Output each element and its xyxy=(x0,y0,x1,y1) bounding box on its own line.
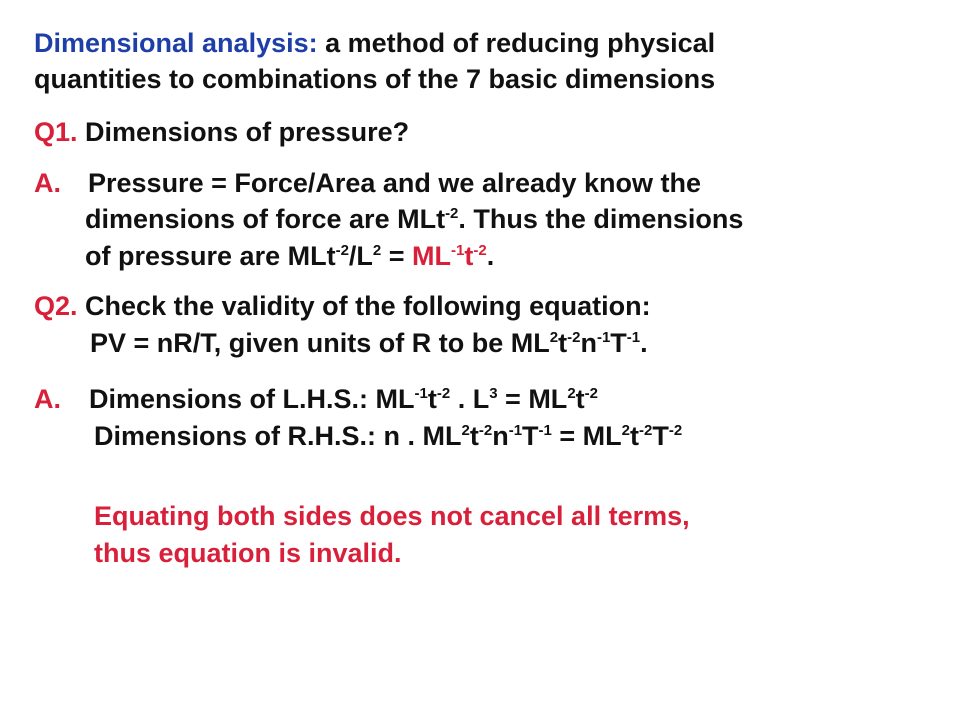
q1-a3-res-exp2: -2 xyxy=(473,242,487,259)
q2-l2-n: n xyxy=(580,328,597,358)
q1-marker: Q1. xyxy=(34,117,78,147)
q1-answer-marker: A. xyxy=(34,168,61,198)
q1-a3-pre: of pressure are MLt xyxy=(85,241,336,271)
q1-a2-post: . Thus the dimensions xyxy=(458,204,744,234)
q2-l2-e3: -1 xyxy=(596,329,611,346)
q2-rhs-n: n xyxy=(492,421,509,451)
q1-a3-eq: = xyxy=(381,241,413,271)
q2-l2-e4: -1 xyxy=(626,329,641,346)
q2-l2-T: T xyxy=(610,328,627,358)
q2-l2-end: . xyxy=(640,328,648,358)
q1-a2-exp: -2 xyxy=(445,205,459,222)
q2-question xyxy=(34,290,651,322)
q2-marker: Q2. xyxy=(34,291,78,321)
q1-a1: Pressure = Force/Area and we already know the xyxy=(88,168,702,198)
q1-a2-pre: dimensions of force are MLt xyxy=(85,204,446,234)
q2-lhs-t2: t xyxy=(575,384,585,414)
q2-lhs-line xyxy=(89,383,598,415)
q1-answer-line-1 xyxy=(34,167,61,199)
q2-lhs-e4: 2 xyxy=(567,385,576,402)
q1-a3-exp2: 2 xyxy=(372,242,382,259)
q1-a3-res2: t xyxy=(464,241,474,271)
q2-rhs-e2: -2 xyxy=(478,422,493,439)
q2-rhs-e3: -1 xyxy=(508,422,523,439)
q2-l2-pre: PV = nR/T, given units of R to be ML xyxy=(90,328,550,358)
q2-lhs-e2: -2 xyxy=(436,385,451,402)
title-line-2 xyxy=(34,63,715,95)
title-line-2-text: quantities to combinations of the 7 basic dimensions xyxy=(34,64,716,94)
conclusion-line-2 xyxy=(94,537,402,569)
q2-answer-marker-line xyxy=(34,383,61,415)
q2-equation-line xyxy=(90,327,648,359)
q1-a3-result xyxy=(412,241,487,271)
q2-lhs-e1: -1 xyxy=(414,385,428,402)
q2-rhs-pre: Dimensions of R.H.S.: n . ML xyxy=(94,421,462,451)
conclusion-2: thus equation is invalid. xyxy=(94,538,402,568)
q1-a3-mid: /L xyxy=(348,241,373,271)
q2-rhs-e1: 2 xyxy=(461,422,470,439)
q2-rhs-e5: 2 xyxy=(621,422,630,439)
title-label: Dimensional analysis: xyxy=(34,28,318,58)
q2-rhs-t: t xyxy=(469,421,479,451)
q2-rhs-t2: t xyxy=(630,421,639,451)
q1-a3-res1: ML xyxy=(412,241,452,271)
q2-l2-t: t xyxy=(558,328,568,358)
q2-lhs-t: t xyxy=(427,384,437,414)
q2-rhs-T: T xyxy=(522,421,539,451)
q1-text: Dimensions of pressure? xyxy=(85,117,410,147)
q1-answer-line-3 xyxy=(85,240,494,272)
title-line-1 xyxy=(34,27,715,59)
q2-l2-e2: -2 xyxy=(567,329,581,346)
q2-rhs-e4: -1 xyxy=(538,422,552,439)
q2-answer-marker: A. xyxy=(34,384,61,414)
title-rest: a method of reducing physical xyxy=(317,28,716,58)
q1-answer-line-2 xyxy=(85,203,743,235)
q1-a3-res-exp1: -1 xyxy=(451,242,465,259)
conclusion-1: Equating both sides does not cancel all terms, xyxy=(94,501,690,531)
q2-lhs-eq: = ML xyxy=(497,384,568,414)
q2-rhs-eq: = ML xyxy=(551,421,622,451)
q2-rhs-e6: -2 xyxy=(639,422,653,439)
q1-a3-end: . xyxy=(486,241,495,271)
conclusion-line-1 xyxy=(94,500,690,532)
q1-question xyxy=(34,116,409,148)
q2-lhs-e3: 3 xyxy=(489,385,498,402)
q2-text: Check the validity of the following equation: xyxy=(85,291,651,321)
q2-lhs-pre: Dimensions of L.H.S.: ML xyxy=(89,384,415,414)
q2-rhs-line xyxy=(94,420,682,452)
q2-lhs-dot: . L xyxy=(450,384,490,414)
q2-l2-e1: 2 xyxy=(549,329,559,346)
q1-answer-line-1-text xyxy=(88,167,701,199)
q2-rhs-e7: -2 xyxy=(668,422,683,439)
q1-a3-exp1: -2 xyxy=(335,242,349,259)
q2-rhs-T2: T xyxy=(652,421,669,451)
q2-lhs-e5: -2 xyxy=(584,385,598,402)
